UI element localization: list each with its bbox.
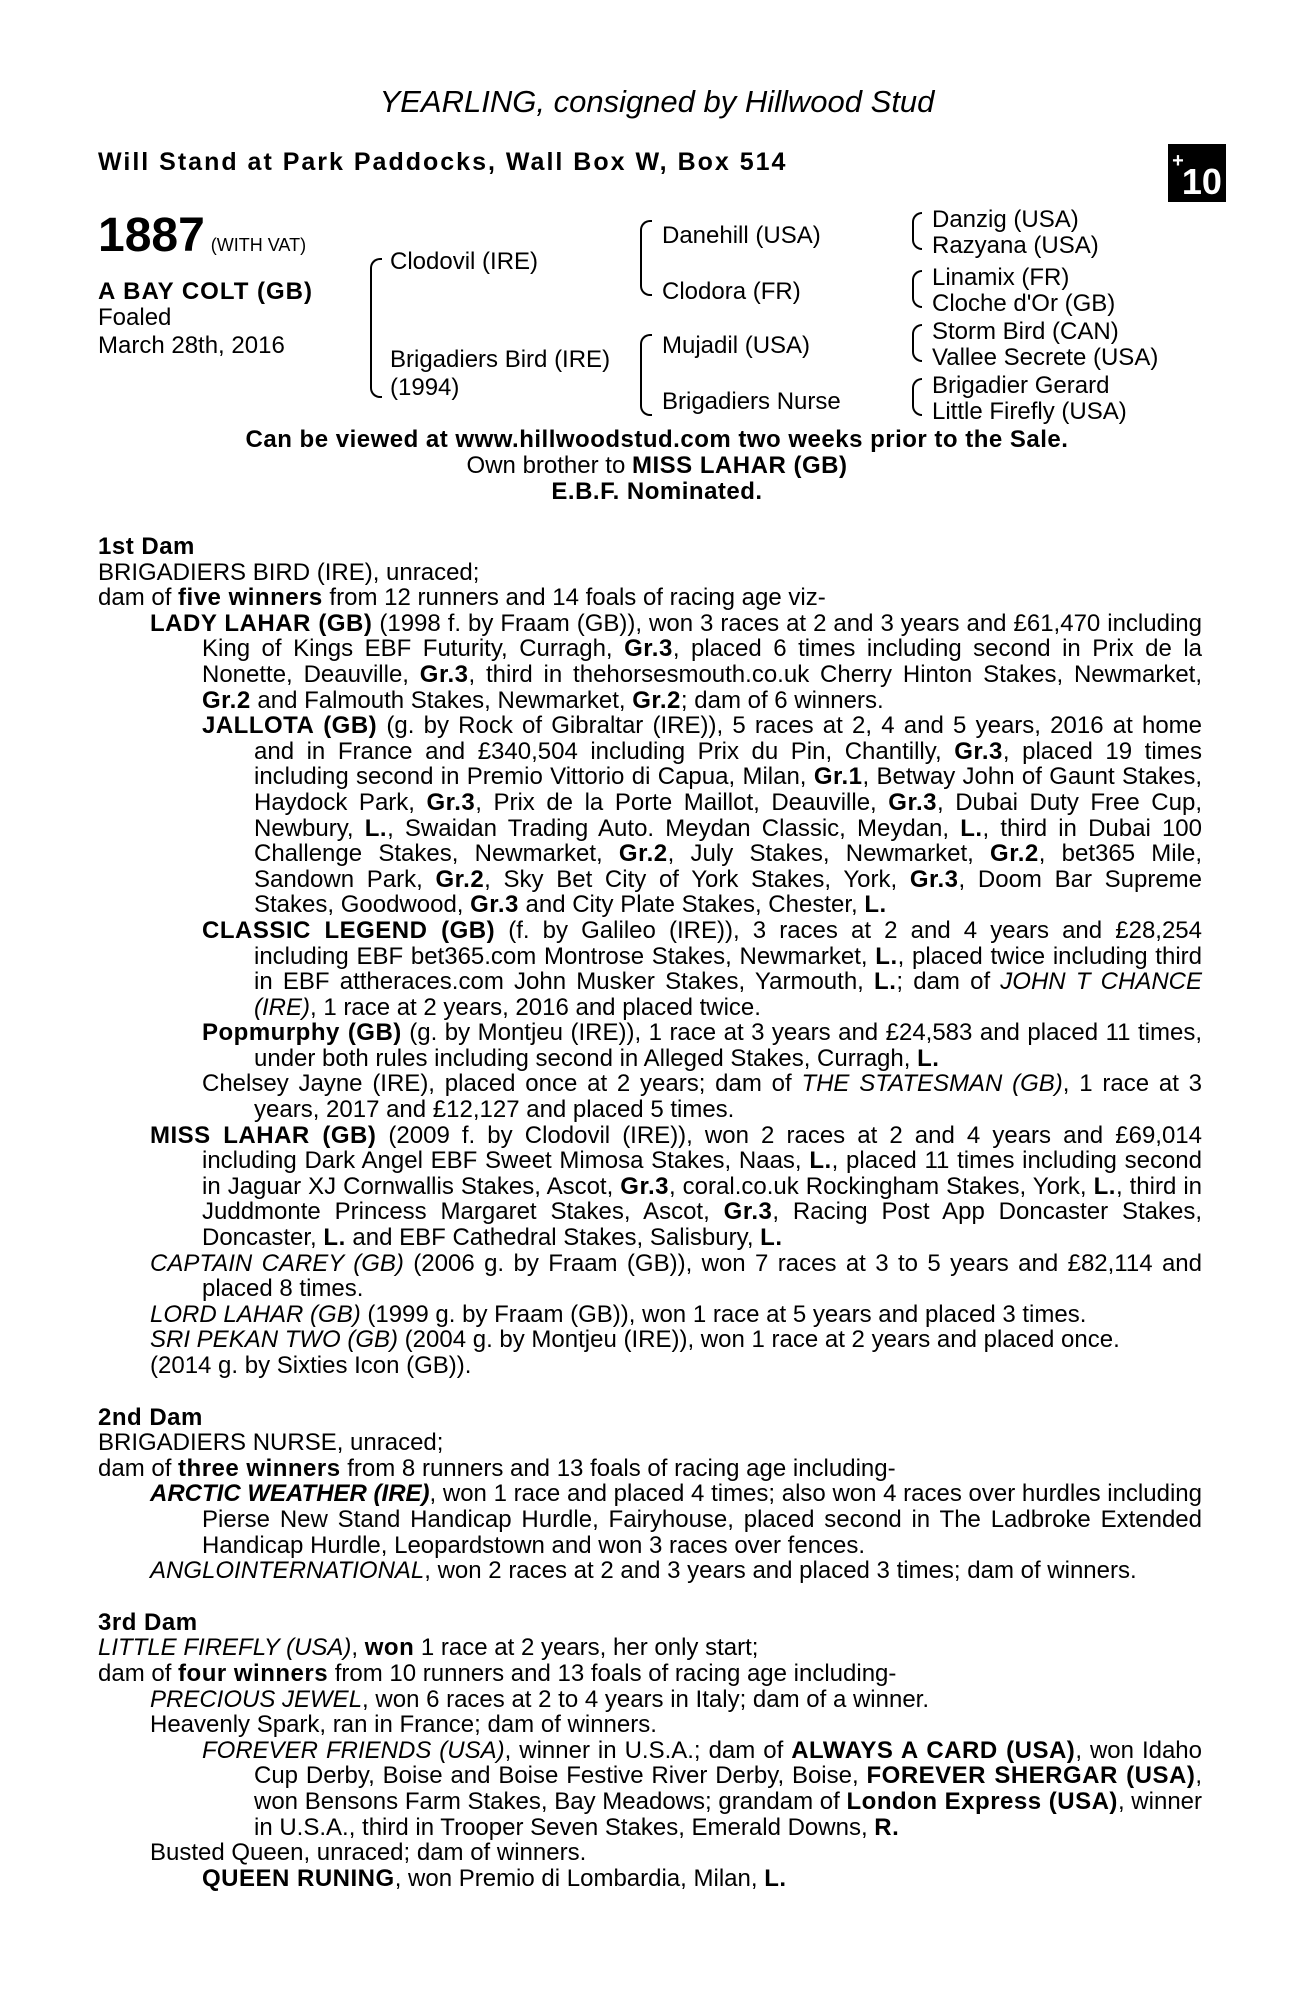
pedigree-dam: Brigadiers Bird (IRE) — [390, 346, 611, 373]
dam1-entry-classic-legend: CLASSIC LEGEND (GB) (f. by Galileo (IRE)), 3 races at 2 and 4 years and £28,254 including EBF bet365.com Montrose Stakes, Newmarket, L., placed twice including third in EBF attheraces.com John Musker Stakes, Yarmouth, L.; dam of JOHN T CHANCE (IRE), 1 race at 2 years, 2016 and placed twice. — [202, 916, 1203, 1021]
lot-vat: (WITH VAT) — [210, 235, 307, 255]
pedigree-sdd: Cloche d'Or (GB) — [932, 290, 1116, 317]
dam1-entry-jallota: JALLOTA (GB) (g. by Rock of Gibraltar (IRE)), 5 races at 2, 4 and 5 years, 2016 at home and in France and £340,504 including Prix du Pin, Chantilly, Gr.3, placed 19 times including second in Premio Vittorio di Capua, Milan, Gr.1, Betway John of Gaunt Stakes, Haydock Park, Gr.3, Prix de la Porte Maillot, Deauville, Gr.3, Dubai Duty Free Cup, Newbury, L., Swaidan Trading Auto. Meydan Classic, Meydan, L., third in Dubai 100 Challenge Stakes, Newmarket, Gr.2, July Stakes, Newmarket, Gr.2, bet365 Mile, Sandown Park, Gr.2, Sky Bet City of York Stakes, York, Gr.3, Doom Bar Supreme Stakes, Goodwood, Gr.3 and City Plate Stakes, Chester, L. — [202, 712, 1203, 919]
dam3-entry-heavenly-spark: Heavenly Spark, ran in France; dam of winners. — [150, 1711, 657, 1739]
pedigree-sire: Clodovil (IRE) — [390, 248, 539, 275]
pedigree-brace-sire — [640, 220, 652, 296]
dam3-entry-busted-queen: Busted Queen, unraced; dam of winners. — [150, 1839, 587, 1867]
dam1-entry-chelsey-jayne: Chelsey Jayne (IRE), placed once at 2 years; dam of THE STATESMAN (GB), 1 race at 3 years, 2017 and £12,127 and placed 5 times. — [202, 1070, 1202, 1124]
dam3-entry-precious-jewel: PRECIOUS JEWEL, won 6 races at 2 to 4 years in Italy; dam of a winner. — [150, 1685, 929, 1713]
foaled-block — [98, 304, 285, 360]
dam1-entry-captain-carey: CAPTAIN CAREY (GB) (2006 g. by Fraam (GB)), won 7 races at 3 to 5 years and £82,114 and placed 8 times. — [150, 1249, 1202, 1303]
dam3-line2: dam of four winners from 10 runners and 13 foals of racing age including- — [98, 1659, 897, 1687]
stand-location: Will Stand at Park Paddocks, Wall Box W, Box 514 — [98, 148, 788, 176]
pedigree-dss: Storm Bird (CAN) — [932, 318, 1119, 345]
pedigree-dam-dam: Brigadiers Nurse — [662, 388, 841, 415]
lot-badge — [1168, 144, 1226, 202]
pedigree-sss: Danzig (USA) — [932, 206, 1079, 233]
lot-number: 1887 — [98, 209, 205, 262]
pedigree-brace-dd — [912, 378, 922, 416]
dam3-heading: 3rd Dam — [98, 1608, 198, 1636]
dam2-heading: 2nd Dam — [98, 1403, 203, 1431]
pedigree-brace-ds — [912, 324, 922, 362]
pedigree-dsd: Vallee Secrete (USA) — [932, 344, 1159, 371]
pedigree-dam-sire: Mujadil (USA) — [662, 332, 811, 359]
dam1-heading: 1st Dam — [98, 533, 195, 560]
dam1-entry-lady-lahar: LADY LAHAR (GB) (1998 f. by Fraam (GB)), won 3 races at 2 and 3 years and £61,470 including King of Kings EBF Futurity, Curragh, Gr.3, placed 6 times including second in Prix de la Nonette, Deauville, Gr.3, third in thehorsesmouth.co.uk Cherry Hinton Stakes, Newmarket, Gr.2 and Falmouth Stakes, Newmarket, Gr.2; dam of 6 winners. — [150, 609, 1202, 714]
pedigree-sds: Linamix (FR) — [932, 264, 1070, 291]
produce-record — [98, 534, 1202, 1891]
foaled-label: Foaled — [98, 304, 172, 331]
pedigree-sire-sire: Danehill (USA) — [662, 222, 821, 249]
pedigree-sire-dam: Clodora (FR) — [662, 278, 801, 305]
dam3-entry-forever-friends: FOREVER FRIENDS (USA), winner in U.S.A.; dam of ALWAYS A CARD (USA), won Idaho Cup Derby, Boise and Boise Festive River Derby, Boise, FOREVER SHERGAR (USA), won Bensons Farm Stakes, Bay Meadows; grandam of London Express (USA), winner in U.S.A., third in Trooper Seven Stakes, Emerald Downs, R. — [202, 1736, 1203, 1841]
dam2-entry-arctic-weather: ARCTIC WEATHER (IRE), won 1 race and placed 4 times; also won 4 races over hurdles including Pierse New Stand Handicap Hurdle, Fairyhouse, placed second in The Ladbroke Extended Handicap Hurdle, Leopardstown and won 3 races over fences. — [150, 1480, 1202, 1559]
pedigree-brace-ss — [912, 212, 922, 250]
pedigree-ssd: Razyana (USA) — [932, 232, 1099, 259]
lot-title: A BAY COLT (GB) — [98, 278, 314, 305]
pedigree-brace-main — [370, 258, 382, 398]
brother-note — [0, 452, 1314, 480]
dam3-entry-queen-runing: QUEEN RUNING, won Premio di Lombardia, Milan, L. — [202, 1864, 787, 1892]
brother-prefix: Own brother to — [466, 452, 632, 479]
pedigree-brace-sd — [912, 270, 922, 308]
dam2-line2: dam of three winners from 8 runners and 13 foals of racing age including- — [98, 1454, 896, 1482]
dam1-entry-miss-lahar: MISS LAHAR (GB) (2009 f. by Clodovil (IRE)), won 2 races at 2 and 4 years and £69,014 including Dark Angel EBF Sweet Mimosa Stakes, Naas, L., placed 11 times including second in Jaguar XJ Cornwallis Stakes, Ascot, Gr.3, coral.co.uk Rockingham Stakes, York, L., third in Juddmonte Princess Margaret Stakes, Ascot, Gr.3, Racing Post App Doncaster Stakes, Doncaster, L. and EBF Cathedral Stakes, Salisbury, L. — [150, 1121, 1203, 1252]
dam1-line1: BRIGADIERS BIRD (IRE), unraced; — [98, 558, 480, 586]
brother-name: MISS LAHAR (GB) — [631, 452, 848, 479]
dam1-entry-lord-lahar: LORD LAHAR (GB) (1999 g. by Fraam (GB)), won 1 race at 5 years and placed 3 times. — [150, 1300, 1087, 1328]
pedigree-dam-year: (1994) — [390, 374, 460, 401]
dam1-line2: dam of five winners from 12 runners and 14 foals of racing age viz- — [98, 584, 826, 612]
pedigree-brace-dam — [640, 334, 652, 416]
badge-plus: + — [1172, 150, 1184, 172]
pedigree-ddd: Little Firefly (USA) — [932, 398, 1127, 425]
lot-number-block — [98, 208, 306, 263]
dam2-line1: BRIGADIERS NURSE, unraced; — [98, 1429, 444, 1457]
viewing-note: Can be viewed at www.hillwoodstud.com two weeks prior to the Sale. — [245, 426, 1069, 453]
foaled-date: March 28th, 2016 — [98, 332, 285, 359]
dam2-entry-anglointernational: ANGLOINTERNATIONAL, won 2 races at 2 and 3 years and placed 3 times; dam of winners. — [150, 1557, 1137, 1585]
dam1-entry-popmurphy: Popmurphy (GB) (g. by Montjeu (IRE)), 1 race at 3 years and £24,583 and placed 11 times, under both rules including second in Alleged Stakes, Curragh, L. — [202, 1019, 1202, 1072]
pedigree-dds: Brigadier Gerard — [932, 372, 1110, 399]
consignment-line: YEARLING, consigned by Hillwood Stud — [379, 84, 935, 119]
dam3-line1: LITTLE FIREFLY (USA), won 1 race at 2 years, her only start; — [98, 1634, 759, 1662]
badge-number: 10 — [1181, 161, 1222, 202]
dam1-entry-sri-pekan-two: SRI PEKAN TWO (GB) (2004 g. by Montjeu (IRE)), won 1 race at 2 years and placed once. — [150, 1326, 1120, 1354]
dam1-entry-2014: (2014 g. by Sixties Icon (GB)). — [150, 1352, 472, 1379]
ebf-note: E.B.F. Nominated. — [551, 478, 763, 505]
